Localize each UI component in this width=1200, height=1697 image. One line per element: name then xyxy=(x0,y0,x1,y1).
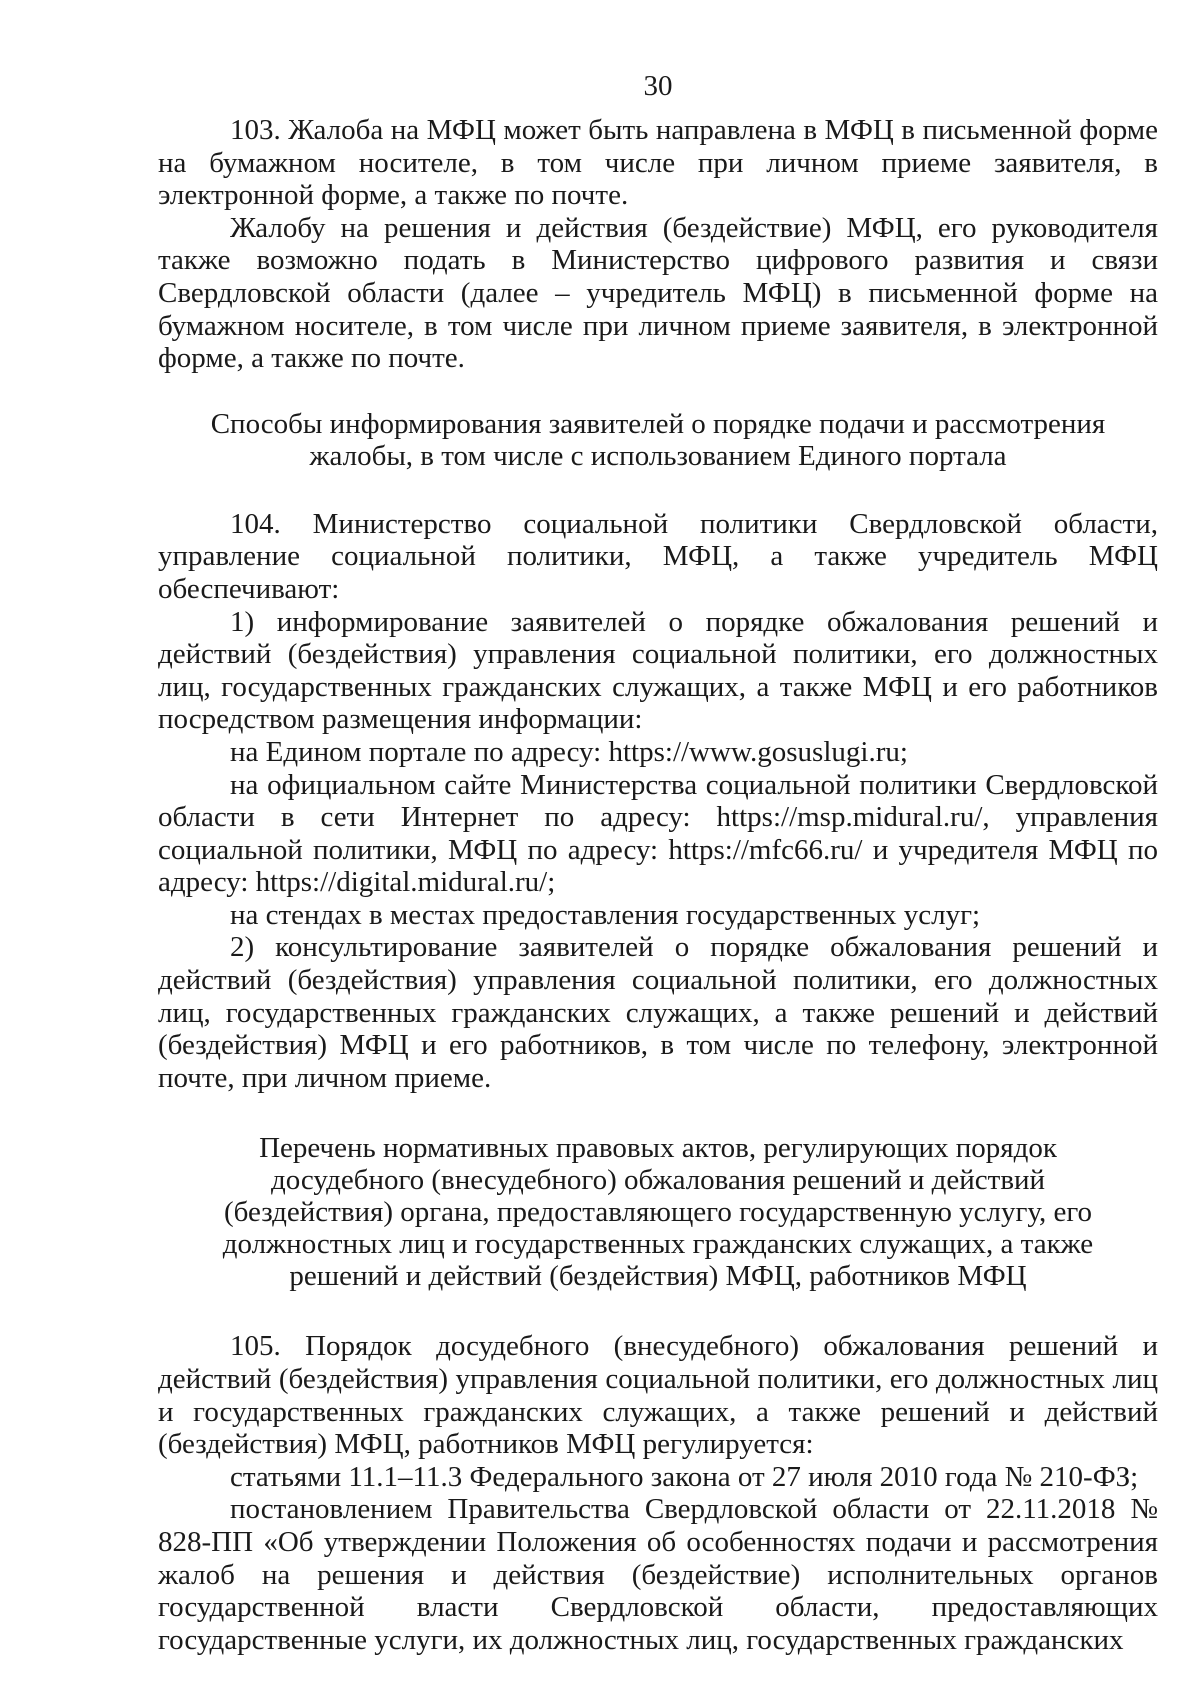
paragraph-104: 104. Министерство социальной политики Свердловской области, управление социальной политики, МФЦ, а также учредитель МФЦ обеспечивают: xyxy=(158,507,1158,605)
list-item-federal-law: статьями 11.1–11.3 Федерального закона от 27 июля 2010 года № 210-ФЗ; xyxy=(230,1460,1139,1493)
list-item-consulting: 2) консультирование заявителей о порядке обжалования решений и действий (бездействия) управления социальной политики, его должностных лиц, государственных гражданских служащих, а также решений и действий (бездействия) МФЦ и его работников, в том числе по телефону, электронной почте, при личном приеме. xyxy=(158,931,1158,1094)
list-item-stands: на стендах в местах предоставления государственных услуг; xyxy=(230,898,981,931)
page-number: 30 xyxy=(643,70,673,102)
paragraph-103-continued: Жалобу на решения и действия (бездействие) МФЦ, его руководителя также возможно подать в Министерство цифрового развития и связи Свердловской области (далее – учредитель МФЦ) в письменной форме на бумажном носителе, в том числе при личном приеме заявителя, в электронной форме, а также по почте. xyxy=(158,211,1158,375)
paragraph-105: 105. Порядок досудебного (внесудебного) обжалования решений и действий (бездействия) управления социальной политики, его должностных лиц и государственных гражданских служащих, а также решений и действий (бездействия) МФЦ, работников МФЦ регулируется: xyxy=(158,1330,1158,1461)
list-item-official-sites: на официальном сайте Министерства социальной политики Свердловской области в сети Интернет по адресу: https://msp.midural.ru/, управления социальной политики, МФЦ по адресу: https://mfc66.ru/ и учредителя МФЦ по адресу: https://digital.midural.ru/; xyxy=(158,768,1158,899)
section-heading-informing: Способы информирования заявителей о порядке подачи и рассмотрения жалобы, в том числе с использованием Единого портала xyxy=(210,407,1106,472)
document-page xyxy=(158,70,1158,1656)
list-item-government-decree: постановлением Правительства Свердловской области от 22.11.2018 № 828-ПП «Об утверждении Положения об особенностях подачи и рассмотрения жалоб на решения и действия (бездействие) исполнительных органов государственной власти Свердловской области, предоставляющих государственные услуги, их должностных лиц, государственных гражданских xyxy=(158,1493,1158,1656)
paragraph-103: 103. Жалоба на МФЦ может быть направлена в МФЦ в письменной форме на бумажном носителе, в том числе при личном приеме заявителя, в электронной форме, а также по почте. xyxy=(158,114,1158,212)
list-item-gosuslugi: на Едином портале по адресу: https://www.gosuslugi.ru; xyxy=(230,735,908,768)
section-heading-legal-acts: Перечень нормативных правовых актов, регулирующих порядок досудебного (внесудебного) обжалования решений и действий (бездействия) органа, предоставляющего государственную услугу, его должностных лиц и государственных гражданских служащих, а также решений и действий (бездействия) МФЦ, работников МФЦ xyxy=(222,1132,1094,1293)
list-item-informing: 1) информирование заявителей о порядке обжалования решений и действий (бездействия) управления социальной политики, его должностных лиц, государственных гражданских служащих, а также МФЦ и его работников посредством размещения информации: xyxy=(158,605,1158,736)
